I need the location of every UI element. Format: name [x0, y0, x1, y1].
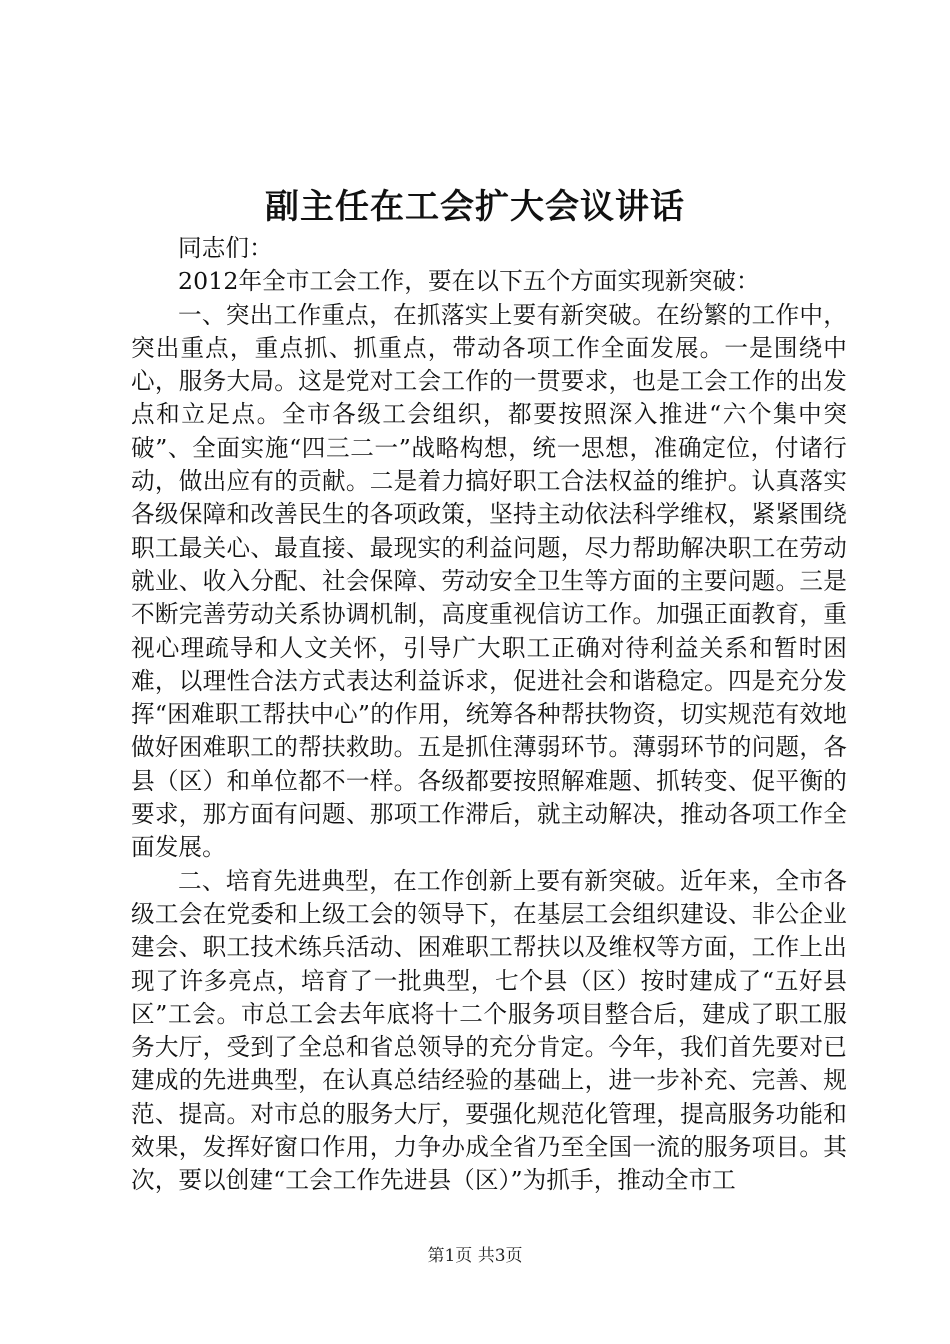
paragraph-intro: 2012年全市工会工作，要在以下五个方面实现新突破： [178, 267, 760, 296]
paragraph-section-two: 二、培育先进典型，在工作创新上要有新突破。近年来，全市各级工会在党委和上级工会的领导下，在基层工会组织建设、非公企业建会、职工技术练兵活动、困难职工帮扶以及维权等方面，工作上出现了许多亮点，培育了一批典型，七个县（区）按时建成了“五好县区”工会。市总工会去年底将十二个服务项目整合后，建成了职工服务大厅，受到了全总和省总领导的充分肯定。今年，我们首先要对已建成的先进典型，在认真总结经验的基础上，进一步补充、完善、规范、提高。对市总的服务大厅，要强化规范化管理，提高服务功能和效果，发挥好窗口作用，力争办成全省乃至全国一流的服务项目。其次，要以创建“工会工作先进县（区）”为抓手，推动全市工 [131, 866, 847, 1195]
document-body [131, 232, 847, 1198]
document-title: 副主任在工会扩大会议讲话 [265, 187, 685, 227]
paragraph-section-one: 一、突出工作重点，在抓落实上要有新突破。在纷繁的工作中，突出重点，重点抓、抓重点，带动各项工作全面发展。一是围绕中心，服务大局。这是党对工会工作的一贯要求，也是工会工作的出发点和立足点。全市各级工会组织，都要按照深入推进“六个集中突破”、全面实施“四三二一”战略构想，统一思想，准确定位，付诸行动，做出应有的贡献。二是着力搞好职工合法权益的维护。认真落实各级保障和改善民生的各项政策，坚持主动依法科学维权，紧紧围绕职工最关心、最直接、最现实的利益问题，尽力帮助解决职工在劳动就业、收入分配、社会保障、劳动安全卫生等方面的主要问题。三是不断完善劳动关系协调机制，高度重视信访工作。加强正面教育，重视心理疏导和人文关怀，引导广大职工正确对待利益关系和暂时困难，以理性合法方式表达利益诉求，促进社会和谐稳定。四是充分发挥“困难职工帮扶中心”的作用，统筹各种帮扶物资，切实规范有效地做好困难职工的帮扶救助。五是抓住薄弱环节。薄弱环节的问题，各县（区）和单位都不一样。各级都要按照解难题、抓转变、促平衡的要求，那方面有问题、那项工作滞后，就主动解决，推动各项工作全面发展。 [131, 300, 847, 862]
page-footer: 第1页 共3页 [427, 1246, 523, 1266]
paragraph-salutation: 同志们： [178, 234, 273, 262]
